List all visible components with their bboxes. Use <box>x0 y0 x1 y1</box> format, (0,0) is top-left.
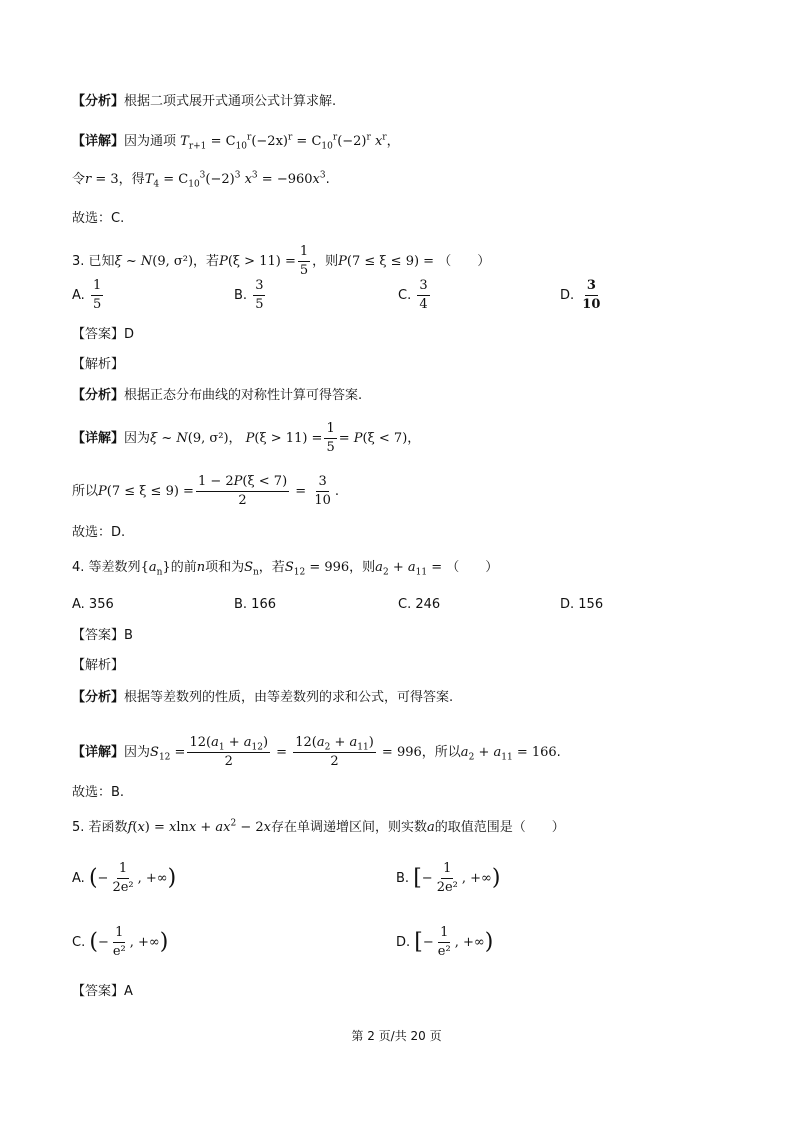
detail-line-q2 <box>72 133 400 151</box>
formula-xi-normal: ξ ~ N(9, σ²) <box>150 431 229 446</box>
option-b[interactable]: B. 166 <box>234 597 276 612</box>
option-label: A. <box>72 288 85 303</box>
analysis-text: 根据等差数列的性质，由等差数列的求和公式，可得答案. <box>124 690 454 705</box>
fraction-sum-a1-a12: $\frac{12(a_1 + a_{12})}{2}$ <box>189 735 269 769</box>
step-mid: ，得 <box>118 172 145 187</box>
detail-line-q4: 【详解】因为$S_{12}$ = $\frac{12(a_1 + a_{12})}{2}$ = $\frac{12(a_2 + a_{11})}{2}$ = 996，所以$a_2 + a_{11} = 166$. <box>72 735 561 769</box>
answer-q4: 【答案】B <box>72 628 133 643</box>
formula-a: a <box>427 820 435 835</box>
q5-post2: 的取值范围是（ ） <box>434 820 565 835</box>
option-c[interactable]: C. (− $\frac{1}{\text{e²}}$ , +∞) <box>72 925 169 959</box>
open-bracket: ( <box>89 929 98 955</box>
option-fraction: $\frac{1}{\text{e²}}$ <box>112 925 126 959</box>
detail-tag: 【详解】 <box>72 431 125 446</box>
detail-tail: . <box>556 745 561 760</box>
option-fraction: $\frac{3}{5}$ <box>255 278 264 312</box>
close-bracket: ) <box>484 929 494 955</box>
close-bracket: ) <box>491 865 501 891</box>
detail-pre: 因为通项 <box>124 134 177 149</box>
formula-sn: $S_n$ <box>244 560 259 578</box>
fraction-1-5: $\frac{1}{5}$ <box>299 244 309 278</box>
question-3 <box>72 244 490 279</box>
question-number: 4. <box>72 560 85 575</box>
formula-fx: $f(x) = xlnx + ax^2 - 2x$ <box>127 818 272 835</box>
option-d[interactable]: D. 156 <box>560 597 604 612</box>
q5-pre: 若函数 <box>88 820 128 835</box>
jiexi-q3: 【解析】 <box>72 357 125 372</box>
formula-xi-normal: ξ ~ N(9, σ²) <box>114 254 194 269</box>
formula-s12: $S_{12}$ = <box>150 745 186 763</box>
analysis-line-q4 <box>72 689 453 707</box>
q3-pre: 已知 <box>88 254 115 269</box>
option-fraction: $\frac{1}{\text{2e²}}$ <box>112 861 134 895</box>
analysis-line-q3 <box>72 387 362 405</box>
q4-pre: 等差数列 <box>88 560 141 575</box>
analysis-line-q2 <box>72 93 336 111</box>
formula-a2-a11: $a_2 + a_{11}$ = <box>375 560 443 578</box>
option-fraction: $\frac{1}{5}$ <box>92 278 102 312</box>
answer-q5: 【答案】A <box>72 984 133 999</box>
select-line-q4: 故选：B. <box>72 785 125 800</box>
detail-sep: ， <box>228 431 242 446</box>
option-fraction: $\frac{1}{\text{2e²}}$ <box>436 861 458 895</box>
step-tail: . <box>325 172 330 187</box>
option-b[interactable]: B. [− $\frac{1}{\text{2e²}}$ , +∞) <box>396 861 501 895</box>
question-5 <box>72 819 565 837</box>
q4-mid1: 的前 <box>170 560 197 575</box>
formula-n: n <box>196 560 206 575</box>
fraction-sum-a2-a11: $\frac{12(a_2 + a_{11})}{2}$ <box>295 735 374 769</box>
formula-p-range: P(7 ≤ ξ ≤ 9) = <box>338 254 435 269</box>
option-fraction: $\frac{3}{10}$ <box>582 278 601 312</box>
option-label: D. <box>560 288 575 303</box>
formula-result: P(7 ≤ ξ ≤ 9) = <box>98 484 194 499</box>
option-a[interactable]: A. 356 <box>72 597 114 612</box>
option-a[interactable]: A. (− $\frac{1}{\text{2e²}}$ , +∞) <box>72 861 177 895</box>
formula-t4: $T_4 = C_{10}^3(-2)^3$ $x^3 = -960x^3$ <box>144 170 326 190</box>
detail-tail: ， <box>386 134 400 149</box>
option-b[interactable] <box>234 278 267 313</box>
formula-an: $\{a_n\}$ <box>140 560 171 578</box>
option-a[interactable] <box>72 278 105 313</box>
option-d[interactable]: D. [− $\frac{1}{\text{e²}}$ , +∞) <box>396 925 494 959</box>
detail-tag: 【详解】 <box>72 745 125 760</box>
question-4 <box>72 559 498 577</box>
open-bracket: [ <box>413 865 422 891</box>
result-pre: 所以 <box>72 484 99 499</box>
option-fraction: $\frac{3}{4}$ <box>419 278 428 312</box>
formula-s12: $S_{12} = 996$ <box>284 560 350 578</box>
question-number: 3. <box>72 254 85 269</box>
open-bracket: ( <box>88 865 98 891</box>
analysis-tag: 【分析】 <box>72 690 125 705</box>
page-footer: 第 2 页/共 20 页 <box>351 1029 442 1043</box>
formula-general-term: $T_{r+1} = C_{10}^r(-2x)^r = C_{10}^r(-2)^r$ $x^r$ <box>180 132 387 152</box>
answer-q3: 【答案】D <box>72 327 135 342</box>
fraction-1-5: $\frac{1}{5}$ <box>326 421 335 455</box>
detail-so: ，所以 <box>421 745 461 760</box>
option-label: B. <box>396 871 410 886</box>
option-c[interactable]: C. 246 <box>398 597 441 612</box>
fraction-result: $\frac{1 - 2P(\xi < 7)}{2}$ <box>197 474 288 508</box>
option-label: D. <box>396 935 411 950</box>
analysis-tag: 【分析】 <box>72 388 125 403</box>
detail-tag: 【详解】 <box>72 134 125 149</box>
option-label: A. <box>72 871 85 886</box>
analysis-text: 根据正态分布曲线的对称性计算可得答案. <box>124 388 363 403</box>
analysis-tag: 【分析】 <box>72 94 125 109</box>
option-fraction: $\frac{1}{\text{e²}}$ <box>437 925 451 959</box>
select-line-q3: 故选：D. <box>72 525 126 540</box>
detail-pre: 因为 <box>124 745 151 760</box>
detail-line-q3 <box>72 421 420 456</box>
question-number: 5. <box>72 820 85 835</box>
answer-blank: （ ） <box>438 254 491 269</box>
detail-tail: ， <box>407 431 421 446</box>
q5-post: 存在单调递增区间，则实数 <box>271 820 428 835</box>
formula-a2-a11-166: $a_2 + a_{11} = 166$ <box>460 745 557 763</box>
option-c[interactable] <box>398 278 432 313</box>
answer-blank: （ ） <box>446 560 499 575</box>
step-pre: 令 <box>72 172 86 187</box>
q3-post: ，则 <box>312 254 339 269</box>
select-line-q2: 故选：C. <box>72 211 125 226</box>
formula-p-xi-gt-11: P(ξ > 11) = <box>219 254 296 269</box>
formula-p-equal: P(ξ > 11) = <box>245 431 323 446</box>
option-label: B. <box>234 288 248 303</box>
option-d[interactable] <box>560 278 604 313</box>
analysis-text: 根据二项式展开式通项公式计算求解. <box>124 94 337 109</box>
open-bracket: [ <box>414 929 423 955</box>
formula-p-xi-lt-7: = P(ξ < 7) <box>338 431 408 446</box>
q4-mid3: ，若 <box>258 560 285 575</box>
q3-mid: ，若 <box>193 254 220 269</box>
option-label: C. <box>398 288 412 303</box>
detail-pre: 因为 <box>124 431 151 446</box>
q4-mid4: ，则 <box>349 560 376 575</box>
step-line-q2 <box>72 171 330 189</box>
formula-r-equals-3: r = 3 <box>85 172 119 187</box>
jiexi-q4: 【解析】 <box>72 658 125 673</box>
close-bracket: ) <box>159 929 169 955</box>
close-bracket: ) <box>167 865 177 891</box>
fraction-3-10: $\frac{3}{10}$ <box>314 474 331 508</box>
q4-mid2: 项和为 <box>205 560 245 575</box>
result-line-q3: 所以P(7 ≤ ξ ≤ 9) = $\frac{1 - 2P(\xi < 7)}{2}$ = $\frac{3}{10}$ . <box>72 474 339 508</box>
option-label: C. <box>72 935 86 950</box>
